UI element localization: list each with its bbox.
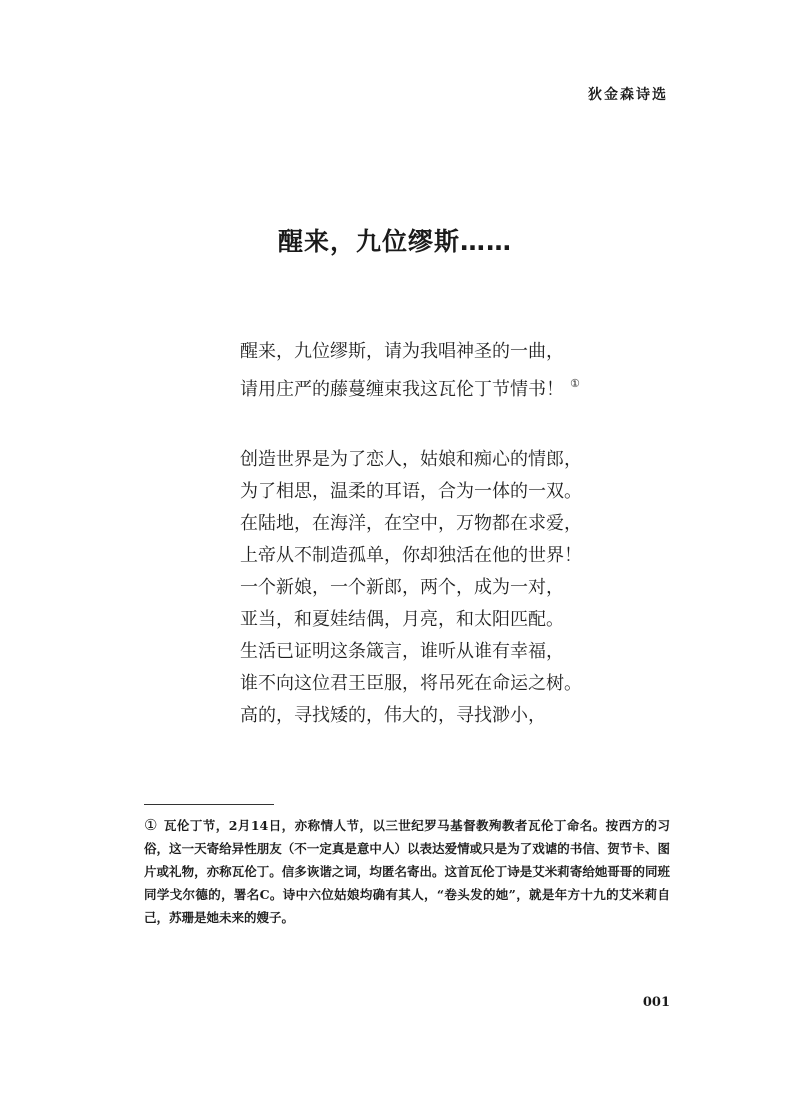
- verse-line: 在陆地，在海洋，在空中，万物都在求爱，: [240, 513, 582, 534]
- verse-line: 创造世界是为了恋人，姑娘和痴心的情郎，: [240, 449, 582, 470]
- footnote: [144, 814, 670, 929]
- verse-text: 醒来，九位缪斯，请为我唱神圣的一曲，: [240, 341, 564, 362]
- verse-text: 请用庄严的藤蔓缠束我这瓦伦丁节情书！: [240, 379, 564, 400]
- verse-line: 上帝从不制造孤单，你却独活在他的世界！: [240, 545, 582, 566]
- footnote-text: 瓦伦丁节，2月14日，亦称情人节，以三世纪罗马基督教殉教者瓦伦丁命名。按西方的习俗，这一天寄给异性朋友（不一定真是意中人）以表达爱情或只是为了戏谑的书信、贺节卡、图片或礼物，亦称瓦伦丁。信多诙谐之词，均匿名寄出。这首瓦伦丁诗是艾米莉寄给她哥哥的同班同学戈尔德的，署名C。诗中六位姑娘均确有其人，“卷头发的她”，就是年方十九的艾米莉自己，苏珊是她未来的嫂子。: [144, 818, 670, 925]
- verse-line: 一个新娘，一个新郎，两个，成为一对，: [240, 577, 564, 598]
- stanza-1: [240, 336, 580, 400]
- poem-title: 醒来，九位缪斯……: [277, 227, 512, 256]
- verse-line: 高的，寻找矮的，伟大的，寻找渺小，: [240, 705, 546, 726]
- verse-line: 谁不向这位君王臣服，将吊死在命运之树。: [240, 673, 582, 694]
- running-header: 狄金森诗选: [588, 87, 668, 103]
- verse-line: [240, 368, 580, 400]
- verse-line: 生活已证明这条箴言，谁听从谁有幸福，: [240, 641, 564, 662]
- footnote-mark: ①: [144, 816, 158, 834]
- verse-line: 为了相思，温柔的耳语，合为一体的一双。: [240, 481, 582, 502]
- page-number: 001: [642, 995, 670, 1010]
- verse-line: [240, 336, 580, 368]
- stanza-2: [240, 444, 582, 732]
- footnote-divider: [144, 804, 274, 805]
- footnote-reference[interactable]: ①: [570, 377, 580, 390]
- verse-line: 亚当，和夏娃结偶，月亮，和太阳匹配。: [240, 609, 564, 630]
